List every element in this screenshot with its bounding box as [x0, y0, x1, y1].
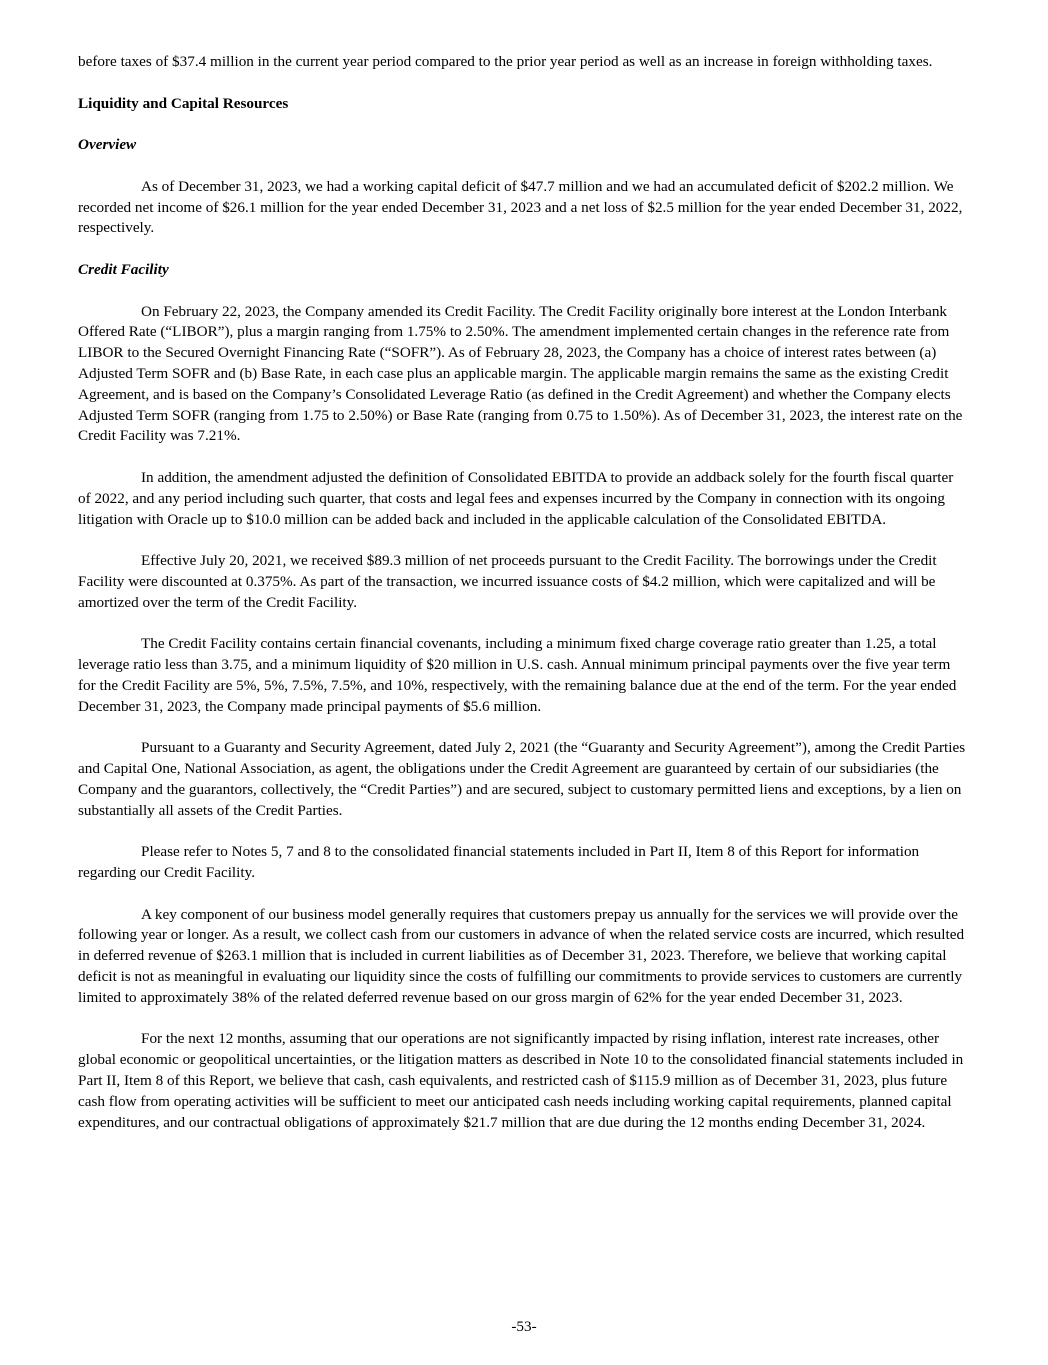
- credit-facility-heading: Credit Facility: [78, 260, 169, 278]
- credit-facility-paragraph: In addition, the amendment adjusted the definition of Consolidated EBITDA to provide an addback solely for the fourth fiscal quarter of 2022, and any period including such quarter, that costs and legal fees and expenses incurred by the Company in connection with its ongoing litigation with Oracle up to $10.0 million can be added back and included in the applicable calculation of the Consolidated EBITDA.: [78, 468, 954, 528]
- overview-paragraph: As of December 31, 2023, we had a working capital deficit of $47.7 million and we had an accumulated deficit of $202.2 million. We recorded net income of $26.1 million for the year ended December 31, 2023 and a net loss of $2.5 million for the year ended December 31, 2022, respectively.: [78, 177, 963, 237]
- credit-facility-paragraph: Pursuant to a Guaranty and Security Agreement, dated July 2, 2021 (the “Guaranty and Security Agreement”), among the Credit Parties and Capital One, National Association, as agent, the obligations under the Credit Agreement are guaranteed by certain of our subsidiaries (the Company and the guarantors, collectively, the “Credit Parties”) and are secured, subject to customary permitted liens and exceptions, by a lien on substantially all assets of the Credit Parties.: [78, 739, 966, 819]
- continuation-paragraph: before taxes of $37.4 million in the current year period compared to the prior year period as well as an increase in foreign withholding taxes.: [78, 53, 933, 70]
- overview-heading: Overview: [78, 136, 137, 154]
- credit-facility-paragraph: A key component of our business model generally requires that customers prepay us annually for the services we will provide over the following year or longer. As a result, we collect cash from our customers in advance of when the related service costs are incurred, which resulted in deferred revenue of $263.1 million that is included in current liabilities as of December 31, 2023. Therefore, we believe that working capital deficit is not as meaningful in evaluating our liquidity since the costs of fulfilling our commitments to provide services to customers are currently limited to approximately 38% of the related deferred revenue based on our gross margin of 62% for the year ended December 31, 2023.: [78, 905, 965, 1006]
- credit-facility-paragraph: Please refer to Notes 5, 7 and 8 to the consolidated financial statements included in Part II, Item 8 of this Report for information regarding our Credit Facility.: [78, 843, 920, 882]
- credit-facility-paragraph: For the next 12 months, assuming that our operations are not significantly impacted by rising inflation, interest rate increases, other global economic or geopolitical uncertainties, or the litigation matters as described in Note 10 to the consolidated financial statements included in Part II, Item 8 of this Report, we believe that cash, cash equivalents, and restricted cash of $115.9 million as of December 31, 2023, plus future cash flow from operating activities will be sufficient to meet our anticipated cash needs including working capital requirements, planned capital expenditures, and our contractual obligations of approximately $21.7 million that are due during the 12 months ending December 31, 2024.: [78, 1030, 964, 1131]
- credit-facility-paragraph: On February 22, 2023, the Company amended its Credit Facility. The Credit Facility originally bore interest at the London Interbank Offered Rate (“LIBOR”), plus a margin ranging from 1.75% to 2.50%. The amendment implemented certain changes in the reference rate from LIBOR to the Secured Overnight Financing Rate (“SOFR”). As of February 28, 2023, the Company has a choice of interest rates between (a) Adjusted Term SOFR and (b) Base Rate, in each case plus an applicable margin. The applicable margin remains the same as the existing Credit Agreement, and is based on the Company’s Consolidated Leverage Ratio (as defined in the Credit Agreement) and whether the Company elects Adjusted Term SOFR (ranging from 1.75 to 2.50%) or Base Rate (ranging from 0.75 to 1.50%). As of December 31, 2023, the interest rate on the Credit Facility was 7.21%.: [78, 302, 963, 445]
- page-number: -53-: [511, 1318, 537, 1335]
- credit-facility-paragraph: The Credit Facility contains certain financial covenants, including a minimum fixed charge coverage ratio greater than 1.25, a total leverage ratio less than 3.75, and a minimum liquidity of $20 million in U.S. cash. Annual minimum principal payments over the five year term for the Credit Facility are 5%, 5%, 7.5%, 7.5%, and 10%, respectively, with the remaining balance due at the end of the term. For the year ended December 31, 2023, the Company made principal payments of $5.6 million.: [78, 635, 957, 715]
- section-heading: Liquidity and Capital Resources: [78, 94, 289, 112]
- document-page: [78, 52, 968, 1154]
- credit-facility-paragraph: Effective July 20, 2021, we received $89.3 million of net proceeds pursuant to the Credit Facility. The borrowings under the Credit Facility were discounted at 0.375%. As part of the transaction, we incurred issuance costs of $4.2 million, which were capitalized and will be amortized over the term of the Credit Facility.: [78, 552, 937, 611]
